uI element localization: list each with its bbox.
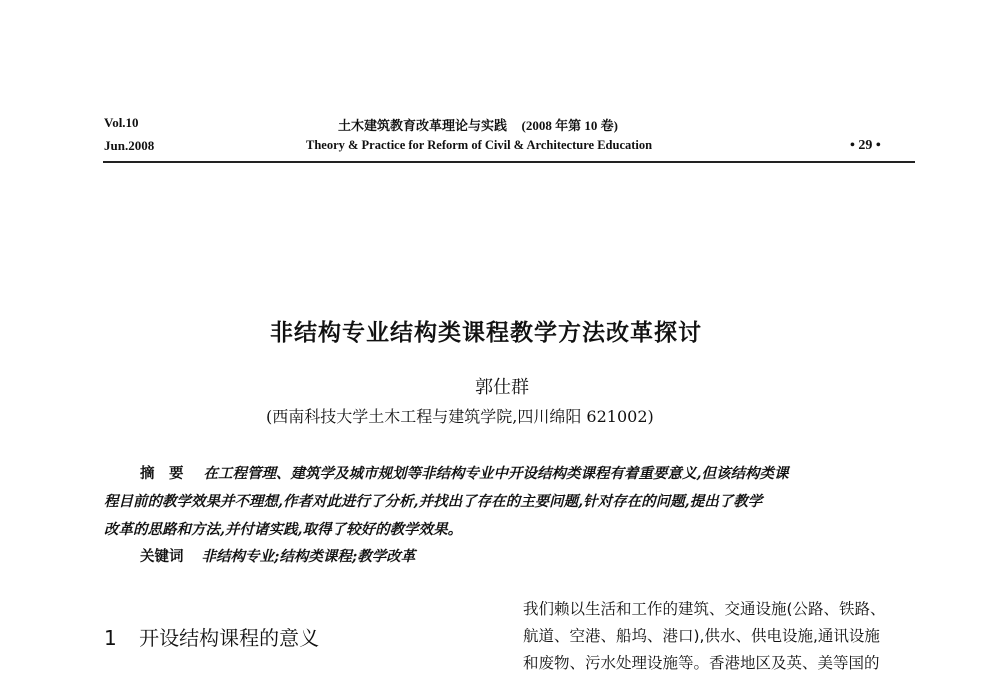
- keywords-label: 关键词: [140, 549, 184, 565]
- section-title: 开设结构课程的意义: [139, 626, 320, 650]
- issue-date: Jun.2008: [104, 138, 155, 153]
- section-number: 1: [104, 626, 117, 650]
- journal-title-en: Theory & Practice for Reform of Civil & Architecture Education: [306, 138, 653, 152]
- header-rule: [103, 161, 915, 163]
- article-author: 郭仕群: [475, 377, 529, 398]
- body-line-2: 航道、空港、船坞、港口),供水、供电设施,通讯设施: [523, 627, 880, 645]
- journal-name-cn: 土木建筑教育改革理论与实践: [338, 119, 508, 134]
- body-line-3: 和废物、污水处理设施等。香港地区及英、美等国的: [523, 654, 880, 672]
- keywords-line: [140, 545, 415, 566]
- author-affiliation: (西南科技大学土木工程与建筑学院,四川绵阳 621002): [266, 407, 654, 426]
- keywords-text: 非结构专业;结构类课程;教学改革: [201, 548, 416, 565]
- section-heading: [104, 622, 319, 651]
- article-title: 非结构专业结构类课程教学方法改革探讨: [270, 320, 702, 346]
- body-line-1: 我们赖以生活和工作的建筑、交通设施(公路、铁路、: [523, 600, 886, 618]
- abstract-label: 摘 要: [140, 466, 184, 482]
- journal-title-cn: [338, 115, 618, 134]
- abstract-line-1: [140, 462, 789, 483]
- abstract-line-3: 改革的思路和方法,并付诸实践,取得了较好的教学效果。: [104, 521, 463, 538]
- abstract-text-1: 在工程管理、建筑学及城市规划等非结构专业中开设结构类课程有着重要意义,但该结构类课: [203, 465, 789, 482]
- page-number: • 29 •: [850, 138, 881, 153]
- volume-label: Vol.10: [104, 115, 139, 130]
- journal-issue: (2008 年第 10 卷): [521, 118, 618, 133]
- abstract-line-2: 程目前的教学效果并不理想,作者对此进行了分析,并找出了存在的主要问题,针对存在的问题,提出了教学: [104, 493, 763, 510]
